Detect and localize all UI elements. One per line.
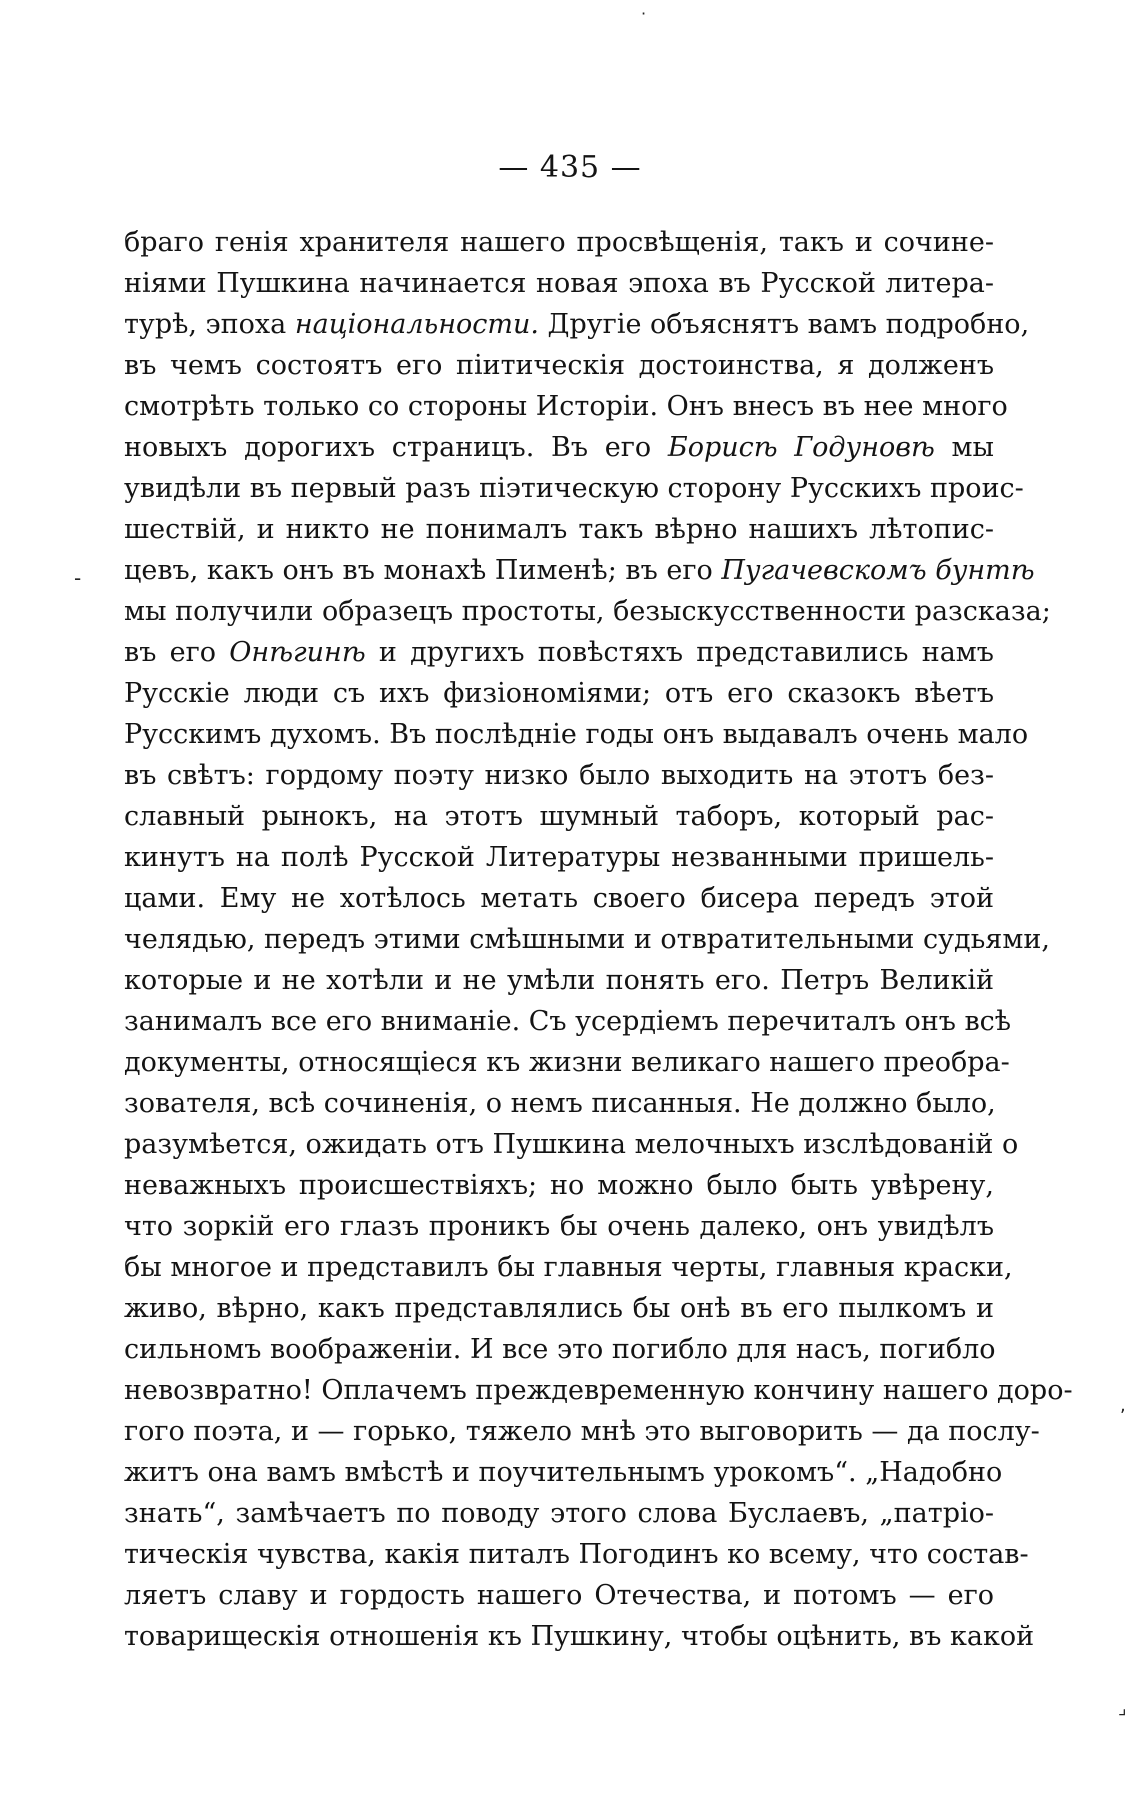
line-text: невозвратно! Оплачемъ преждевременную кончину нашего доро- — [124, 1375, 1073, 1406]
body-text — [124, 222, 1073, 1657]
line-text: новыхъ дорогихъ страницъ. Въ его — [124, 432, 668, 463]
line-text: въ его — [124, 637, 230, 668]
text-line — [124, 632, 994, 673]
text-line — [124, 878, 994, 919]
text-line — [124, 1083, 994, 1124]
line-text: житъ она вамъ вмѣстѣ и поучительнымъ урокомъ“. „Надобно — [124, 1457, 1003, 1488]
text-line — [124, 673, 994, 714]
margin-mark: - — [74, 566, 82, 590]
text-line — [124, 1616, 1035, 1657]
text-line — [124, 1493, 994, 1534]
text-line — [124, 755, 994, 796]
line-text: Русскимъ духомъ. Въ послѣдніе годы онъ выдавалъ очень мало — [124, 719, 1029, 750]
line-text: гого поэта, и — горько, тяжело мнѣ это выговорить — да послу- — [124, 1416, 1040, 1447]
line-text: что зоркій его глазъ проникъ бы очень далеко, онъ увидѣлъ — [124, 1211, 994, 1242]
italic-title: Онѣгинѣ — [229, 637, 366, 668]
text-line — [124, 1247, 1013, 1288]
line-text: сильномъ воображеніи. И все это погибло для насъ, погибло — [124, 1334, 996, 1365]
line-text: кинутъ на полѣ Русской Литературы незванными пришель- — [124, 842, 994, 873]
text-line — [124, 960, 994, 1001]
line-text: занималъ все его вниманіе. Съ усердіемъ перечиталъ онъ всѣ — [124, 1006, 1012, 1037]
line-text: зователя, всѣ сочиненія, о немъ писанныя. Не должно было, — [124, 1088, 996, 1119]
text-line — [124, 509, 994, 550]
text-line — [124, 1124, 1019, 1165]
text-line — [124, 837, 994, 878]
line-text: мы получили образецъ простоты, безыскусственности разсказа; — [124, 596, 1051, 627]
line-text: браго генія хранителя нашего просвѣщенія, такъ и сочине- — [124, 227, 994, 258]
text-line — [124, 427, 994, 468]
line-text: ніями Пушкина начинается новая эпоха въ Русской литера- — [124, 268, 994, 299]
text-line — [124, 345, 994, 386]
line-text: въ свѣтъ: гордому поэту низко было выходить на этотъ без- — [124, 760, 994, 791]
line-text: славный рынокъ, на этотъ шумный таборъ, который рас- — [124, 801, 994, 832]
line-text: товарищескія отношенія къ Пушкину, чтобы оцѣнить, въ какой — [124, 1621, 1035, 1652]
italic-title: Пугачевскомъ бунтѣ — [721, 555, 1035, 586]
line-text: цевъ, какъ онъ въ монахѣ Пименѣ; въ его — [124, 555, 722, 586]
ink-speck: · — [641, 4, 647, 23]
line-text: увидѣли въ первый разъ піэтическую сторону Русскихъ проис- — [124, 473, 1024, 504]
text-line — [124, 796, 994, 837]
text-line — [124, 1329, 994, 1370]
line-text: тическія чувства, какія питалъ Погодинъ ко всему, что состав- — [124, 1539, 1029, 1570]
text-line — [124, 1042, 1010, 1083]
text-line — [124, 386, 1008, 427]
line-text: цами. Ему не хотѣлось метать своего бисера передъ этой — [124, 883, 994, 914]
line-text: бы многое и представилъ бы главныя черты, главныя краски, — [124, 1252, 1013, 1283]
text-line — [124, 919, 1050, 960]
text-line — [124, 714, 1029, 755]
line-text: Русскіе люди съ ихъ физіономіями; отъ его сказокъ вѣетъ — [124, 678, 994, 709]
line-text: турѣ, эпоха — [124, 309, 295, 340]
margin-mark: ⌟ — [1118, 1698, 1127, 1719]
line-text: мы — [934, 432, 994, 463]
italic-title: Борисѣ Годуновѣ — [667, 432, 935, 463]
text-line — [124, 1206, 994, 1247]
text-line — [124, 304, 1030, 345]
line-text: Другіе объяснятъ вамъ подробно, — [538, 309, 1030, 340]
text-line — [124, 1370, 1073, 1411]
line-text: разумѣется, ожидать отъ Пушкина мелочныхъ изслѣдованій о — [124, 1129, 1019, 1160]
text-line — [124, 1452, 1003, 1493]
line-text: челядью, передъ этими смѣшными и отвратительными судьями, — [124, 924, 1050, 955]
text-line — [124, 1165, 994, 1206]
line-text: шествій, и никто не понималъ такъ вѣрно нашихъ лѣтопис- — [124, 514, 994, 545]
text-line — [124, 222, 994, 263]
line-text: живо, вѣрно, какъ представлялись бы онѣ въ его пылкомъ и — [124, 1293, 994, 1324]
line-text: документы, относящіеся къ жизни великаго нашего преобра- — [124, 1047, 1010, 1078]
line-text: неважныхъ происшествіяхъ; но можно было быть увѣрену, — [124, 1170, 994, 1201]
line-text: въ чемъ состоятъ его піитическія достоинства, я долженъ — [124, 350, 994, 381]
text-line — [124, 591, 1051, 632]
text-line — [124, 1411, 1040, 1452]
text-line — [124, 1534, 1029, 1575]
italic-title: національности. — [294, 309, 539, 340]
text-line — [124, 1575, 994, 1616]
text-line — [124, 468, 1024, 509]
text-line — [124, 550, 1035, 591]
line-text: знать“, замѣчаетъ по поводу этого слова Буслаевъ, „патріо- — [124, 1498, 994, 1529]
line-text: смотрѣть только со стороны Исторіи. Онъ внесъ въ нее много — [124, 391, 1008, 422]
text-line — [124, 263, 994, 304]
text-line — [124, 1001, 1012, 1042]
page-number: — 435 — — [498, 150, 642, 185]
line-text: которые и не хотѣли и не умѣли понять его. Петръ Великій — [124, 965, 994, 996]
text-line — [124, 1288, 994, 1329]
line-text: ляетъ славу и гордость нашего Отечества, и потомъ — его — [124, 1580, 994, 1611]
line-text: и другихъ повѣстяхъ представились намъ — [365, 637, 994, 668]
margin-mark: , — [1120, 1395, 1126, 1416]
